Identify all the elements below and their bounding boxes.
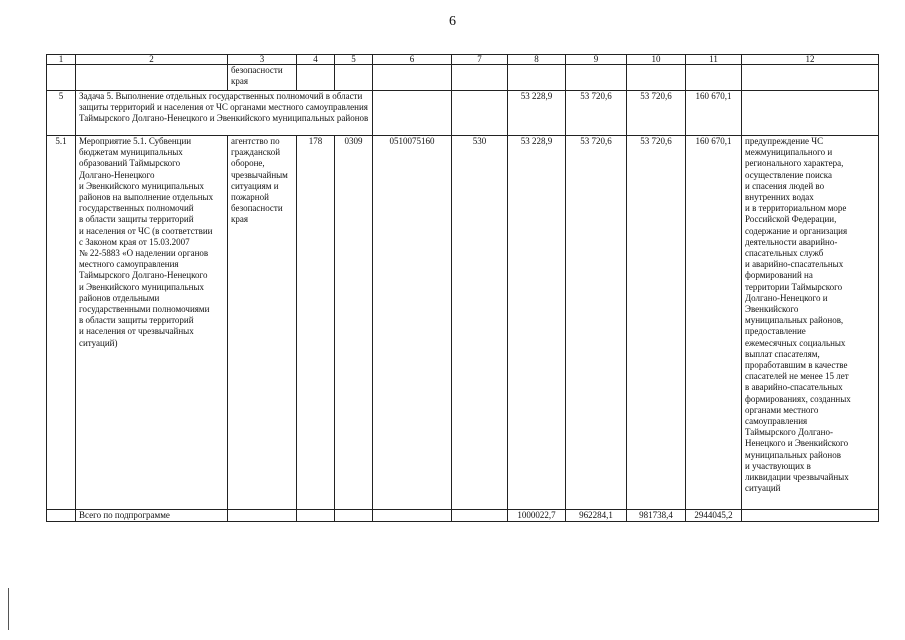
continuation-executor: безопасности края [228,65,297,91]
total-value-8: 1000022,7 [508,510,566,522]
col-header-3: 3 [228,55,297,65]
total-row [47,510,879,522]
subprogram-table [46,54,879,522]
measure-number: 5.1 [47,136,76,510]
col-header-4: 4 [297,55,335,65]
task-value-9: 53 720,6 [566,91,627,136]
measure-expense-code: 530 [452,136,508,510]
task-title: Задача 5. Выполнение отдельных государственных полномочий в области защиты территорий и населения от ЧС органами местного самоуправления Таймырского Долгано-Ненецкого и Эвенкийского муниципальных районов [76,91,373,136]
total-value-11: 2944045,2 [686,510,742,522]
measure-row [47,136,879,510]
margin-mark [8,588,9,630]
measure-section-code: 0309 [335,136,373,510]
col-header-11: 11 [686,55,742,65]
col-header-8: 8 [508,55,566,65]
task-number: 5 [47,91,76,136]
measure-target-code: 0510075160 [373,136,452,510]
col-header-1: 1 [47,55,76,65]
measure-value-8: 53 228,9 [508,136,566,510]
total-value-10: 981738,4 [627,510,686,522]
col-header-12: 12 [742,55,879,65]
measure-expected-result: предупреждение ЧС межмуниципального и регионального характера, осуществление поиска и спасения людей во внутренних водах и в территориальном море Российской Федерации, содержание и организация деятельности аварийно- спасательных служб и аварийно-спасательных формирований на территории Таймырского Долгано-Ненецкого и Эвенкийского муниципальных районов, предоставление ежемесячных социальных выплат спасателям, проработавшим в качестве спасателей не менее 15 лет в аварийно-спасательных формированиях, созданных органами местного самоуправления Таймырского Долгано- Ненецкого и Эвенкийского муниципальных районов и участвующих в ликвидации чрезвычайных ситуаций [742,136,879,510]
measure-grbs-code: 178 [297,136,335,510]
column-number-row [47,55,879,65]
total-label: Всего по подпрограмме [76,510,228,522]
measure-value-11: 160 670,1 [686,136,742,510]
measure-value-10: 53 720,6 [627,136,686,510]
task-row [47,91,879,136]
col-header-6: 6 [373,55,452,65]
col-header-5: 5 [335,55,373,65]
col-header-2: 2 [76,55,228,65]
continuation-row [47,65,879,91]
measure-executor: агентство по гражданской обороне, чрезвычайным ситуациям и пожарной безопасности края [228,136,297,510]
col-header-7: 7 [452,55,508,65]
col-header-9: 9 [566,55,627,65]
measure-description: Мероприятие 5.1. Субвенции бюджетам муниципальных образований Таймырского Долгано-Ненецкого и Эвенкийского муниципальных районов на выполнение отдельных государственных полномочий в области защиты территорий и населения от ЧС (в соответствии с Законом края от 15.03.2007 № 22-5883 «О наделении органов местного самоуправления Таймырского Долгано-Ненецкого и Эвенкийского муниципальных районов отдельными государственными полномочиями в области защиты территорий и населения от чрезвычайных ситуаций) [76,136,228,510]
page-number: 6 [449,14,456,29]
task-value-10: 53 720,6 [627,91,686,136]
task-value-8: 53 228,9 [508,91,566,136]
measure-value-9: 53 720,6 [566,136,627,510]
total-value-9: 962284,1 [566,510,627,522]
task-value-11: 160 670,1 [686,91,742,136]
col-header-10: 10 [627,55,686,65]
